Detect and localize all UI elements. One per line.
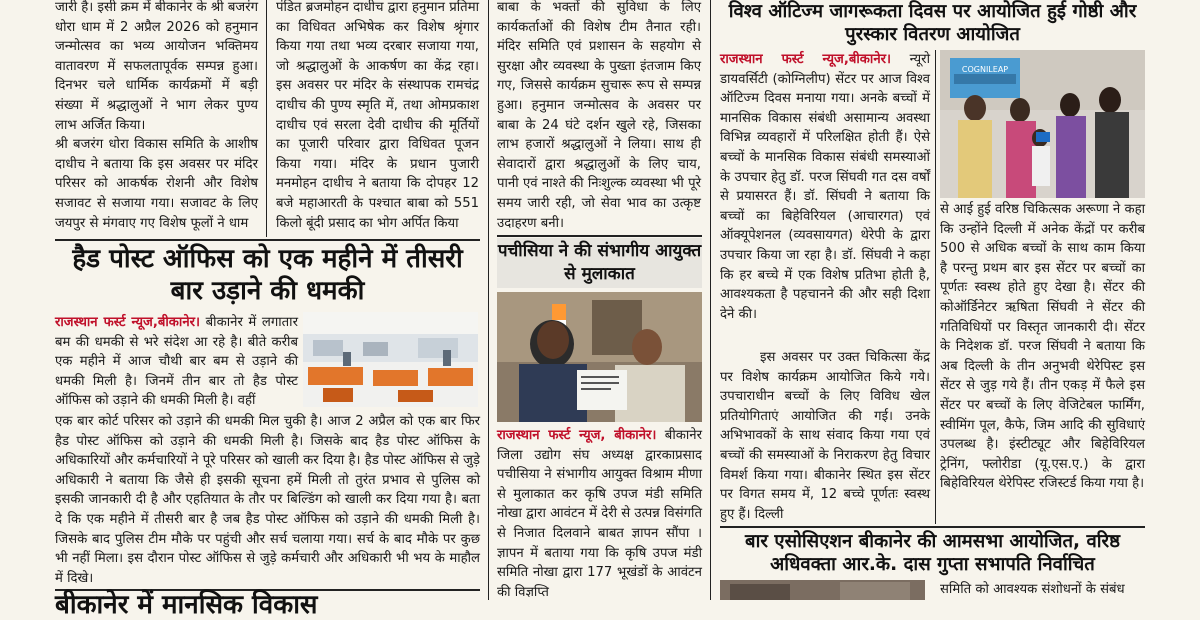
section-divider [720, 526, 1145, 528]
post-office-interior-image [303, 312, 478, 407]
bottom-cut-headline: बीकानेर में मानसिक विकास [55, 590, 318, 620]
bar-assoc-headline: बार एसोसिएशन बीकानेर की आमसभा आयोजित, वरिष्ठ अधिवक्ता आर.के. दास गुप्ता सभापति निर्वाचित [745, 531, 1120, 575]
pachisiya-body [497, 426, 702, 600]
col3-paragraph: बाबा के भक्तों की सुविधा के लिए कार्यकर्ताओं की विशेष टीम तैनात रही। मंदिर समिति एवं प्रशासन के सहयोग से सुरक्षा और व्यवस्था के पुख्ता इंतजाम किए गए, जिससे कार्यक्रम सुचारू रूप से सम्पन्न हुआ। हनुमान जन्मोत्सव के अवसर पर बाबा के 24 घंटे दर्शन खुले रहे, जिसका लाभ हजारों श्रद्धालुओं ने लिया। साथ ही सेवादारों द्वारा श्रद्धालुओं के लिए चाय, पानी एवं नाश्ते की निःशुल्क व्यवस्था भी पूरे समय जारी रही, जो सेवा भाव का उत्कृष्ट उदाहरण बनी। [497, 0, 701, 231]
col1-paragraph: जारी है। इसी क्रम में बीकानेर के श्री बजरंग धोरा धाम में 2 अप्रैल 2026 को हनुमान जन्मोत्सव का भव्य आयोजन भक्तिमय वातावरण में सफलतापूर्वक सम्पन्न हुआ। दिनभर चले धार्मिक कार्यक्रमों में बड़ी संख्या में श्रद्धालुओं ने भाग लेकर पुण्य लाभ अर्जित किया। [55, 0, 258, 133]
col2-paragraph: पंडित ब्रजमोहन दाधीच द्वारा हनुमान प्रतिमा का विधिवत अभिषेक कर विशेष श्रृंगार किया गया तथा भव्य दरबार सजाया गया, जो श्रद्धालुओं के आकर्षण का केंद्र रहा। इस अवसर पर मंदिर के संस्थापक रामचंद्र दाधीच की पुण्य स्मृति में, तथा ओमप्रकाश दाधीच एवं सरला देवी दाधीच की मूर्तियों का पूजारी परिवार द्वारा विधिवत पूजन किया गया। मंदिर के प्रधान पुजारी मनमोहन दाधीच ने बताया कि दोपहर 12 बजे महाआरती के पश्चात बाबा को 551 किलो बूंदी प्रसाद का भोग अर्पित किया [276, 0, 479, 231]
post-office-photo [303, 312, 478, 407]
pachisiya-byline: राजस्थान फर्स्ट न्यूज, बीकानेर। [497, 428, 657, 443]
pachisiya-headline-box [497, 238, 702, 288]
autism-para2-text: इस अवसर पर उक्त चिकित्सा केंद्र पर विशेष कार्यक्रम आयोजित किये गये। उपचाराधीन बच्चों के लिए विविध खेल प्रतियोगिताएं आयोजित की गई। उनके अभिभावकों के साथ संवाद किया गया एवं बच्चों की समस्याओं के निराकरण हेतु विचार विमर्श किया गया। बीकानेर स्थित इस सेंटर पर विगत समय में, 12 बच्चे पूर्णतः स्वस्थ हुए हैं। दिल्ली [720, 350, 930, 522]
post-office-body [55, 412, 480, 588]
pachisiya-body-text: बीकानेर जिला उद्योग संघ अध्यक्ष द्वारकाप्रसाद पचीसिया ने संभागीय आयुक्त विश्राम मीणा से मुलाकात कर कृषि उपज मंडी समिति नोखा द्वारा आवंटन में देरी से उत्पन्न विसंगति से निजात दिलवाने बाबत ज्ञापन सौंपा । ज्ञापन में बताया गया कि कृषि उपज मंडी समिति नोखा द्वारा 177 भूखंडों के आवंटन की विज्ञप्ति [497, 428, 702, 600]
bar-meeting-image [720, 580, 925, 600]
section-divider [55, 239, 480, 241]
award-ceremony-image [940, 50, 1145, 198]
cognileap-sign: COGNILEAP [961, 65, 1009, 74]
bar-assoc-photo [720, 580, 925, 600]
autism-right-col [940, 200, 1145, 518]
post-office-lead [55, 313, 298, 418]
autism-lead [720, 50, 930, 350]
post-office-body-text: एक बार कोर्ट परिसर को उड़ाने की धमकी मिल चुकी है। आज 2 अप्रैल को एक बार फिर हैड पोस्ट ऑफिस को उड़ाने की धमकी मिली है। जिसके बाद हैड पोस्ट ऑफिस के अधिकारियों और कर्मचारियों ने पूरे परिसर को खाली कर दिया है। हैड पोस्ट ऑफिस से जुड़े अधिकारी ने बताया कि जैसे ही इसकी सूचना हमें मिली तो तुरंत प्रभाव से पुलिस को इसकी जानकारी दी है और एहतियात के तौर पर बिल्डिंग को खाली कर दिया गया है। बता दे कि एक महीने में तीसरी बार है जब हैड पोस्ट ऑफिस को उड़ाने की धमकी मिली है। जिसके बाद पुलिस टीम मौके पर पहुंची और सर्च चलाया गया। सर्च के बाद मौके पर कुछ भी नहीं मिला। इस दौरान पोस्ट ऑफिस से जुड़े कर्मचारी और अधिकारी भी भय के माहौल में दिखे। [55, 414, 480, 586]
column-rule [935, 50, 936, 524]
autism-byline: राजस्थान फर्स्ट न्यूज,बीकानेर। [720, 52, 892, 67]
col2-top-article [276, 0, 479, 238]
meeting-image [497, 292, 702, 422]
bar-assoc-snippet-text: समिति को आवश्यक संशोधनों के संबंध [940, 582, 1125, 597]
col1-paragraph: श्री बजरंग धोरा विकास समिति के आशीष दाधीच ने बताया कि इस अवसर पर मंदिर परिसर को आकर्षक रोशनी और विशेष सजावट से सजाया गया। सजावट के लिए जयपुर से मंगवाए गए विशेष फूलों ने धाम [55, 137, 258, 231]
autism-para2 [720, 348, 930, 524]
bar-assoc-snippet [940, 580, 1145, 600]
col1-top-article [55, 0, 258, 256]
column-rule [266, 0, 267, 237]
pachisiya-headline: पचीसिया ने की संभागीय आयुक्त से मुलाकात [497, 241, 702, 284]
post-office-lead-text: बीकानेर में लगातार बम की धमकी से भरे संदेश आ रहे है। बीते करीब एक महीने में आज चौथी बार बम से उड़ाने की धमकी मिली है। जिनमें तीन बार तो हैड पोस्ट ऑफिस को उड़ाने की धमकी मिली है। वहीं [55, 315, 298, 409]
col3-top-article [497, 0, 701, 238]
post-office-headline: हैड पोस्ट ऑफिस को एक महीने में तीसरी बार उड़ाने की धमकी [72, 244, 463, 306]
post-office-byline: राजस्थान फर्स्ट न्यूज,बीकानेर। [55, 315, 201, 330]
column-rule [488, 0, 489, 600]
column-rule [710, 0, 711, 600]
autism-right-text: से आई हुई वरिष्ठ चिकित्सक अरूणा ने कहा कि उन्होंने दिल्ली में अनेक केंद्रों पर करीब 500 से अधिक बच्चों के साथ काम किया है परन्तु प्रथम बार इस सेंटर पर बच्चों का पूर्णतः स्वस्थ होते हुए देखा है। सेंटर की कोऑर्डिनेटर ऋषिता सिंघवी ने सेंटर की गतिविधियों पर विस्तृत जानकारी दी। सेंटर के निदेशक डॉ. परज सिंघवी ने बताया कि अब दिल्ली के तीन अनुभवी थेरेपिस्ट इस सेंटर से जुड़ गये हैं। तीन एकड़ में फैले इस सेंटर पर बच्चों के लिए वेजिटेबल फार्मिंग, स्वीमिंग पूल, कैफे, जिम आदि की सुविधाएं उपलब्ध है। इंस्टीट्यूट और बिहेविरियल ट्रेनिंग, फ्लोरीडा (यू.एस.ए.) के द्वारा बिहेविरियल थेरेपिस्ट रजिस्टर्ड किया गया है। [940, 202, 1145, 492]
autism-lead-text: न्यूरो डायवर्सिटी (कोग्निलीप) सेंटर पर आज विश्व ऑटिज्म दिवस मनाया गया। अनके बच्चों में मानसिक विकास संबंधी असामान्य अवस्था विभिन्न व्यवहारों में परिलक्षित होती हैं। ऐसे बच्चों के मानसिक विकास संबंधी समस्याओं के उपचार हेतु डॉ. परज सिंघवी गत दस वर्षों से प्रयासरत हैं। डॉ. सिंघवी ने बताया कि बच्चों का बिहेविरियल (आचारगत) एवं ऑक्यूपेशनल (व्यवसायगत) थेरेपी के द्वारा उपचार किया जा रहा है। डॉ. सिंघवी ने कहा कि हर बच्चे में एक विशेष प्रतिभा होती है, आवश्यकता है पहचानने की और सही दिशा देने की। [720, 52, 930, 322]
autism-photo [940, 50, 1145, 198]
section-divider [497, 235, 702, 237]
pachisiya-photo [497, 292, 702, 422]
autism-headline: विश्व ऑटिज्म जागरूकता दिवस पर आयोजित हुई गोष्ठी और पुरस्कार वितरण आयोजित [728, 1, 1137, 45]
